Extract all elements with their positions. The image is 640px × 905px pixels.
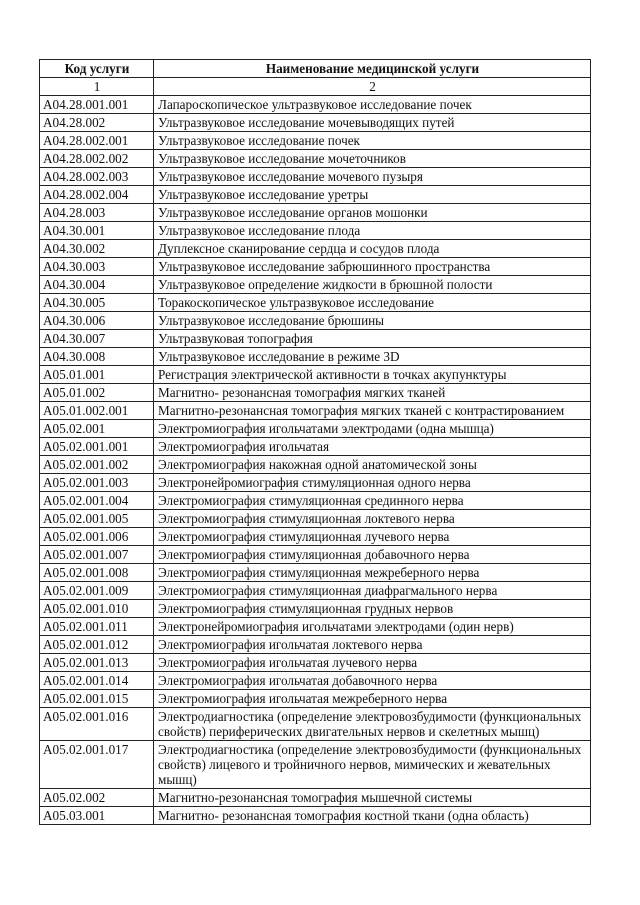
service-code: A05.02.002 xyxy=(40,789,154,807)
service-name: Торакоскопическое ультразвуковое исследование xyxy=(154,294,591,312)
table-row xyxy=(40,312,591,330)
service-code: A05.02.001.013 xyxy=(40,654,154,672)
service-name: Ультразвуковое исследование брюшины xyxy=(154,312,591,330)
service-name: Ультразвуковое исследование мочевыводящих путей xyxy=(154,114,591,132)
service-name: Электромиография стимуляционная срединного нерва xyxy=(154,492,591,510)
service-name: Электромиография игольчатая межреберного нерва xyxy=(154,690,591,708)
table-row xyxy=(40,240,591,258)
table-row xyxy=(40,150,591,168)
service-code: A05.02.001 xyxy=(40,420,154,438)
service-code: A05.02.001.017 xyxy=(40,741,154,789)
service-code: A04.30.006 xyxy=(40,312,154,330)
service-name: Лапароскопическое ультразвуковое исследование почек xyxy=(154,96,591,114)
table-row xyxy=(40,402,591,420)
table-row xyxy=(40,258,591,276)
table-row xyxy=(40,114,591,132)
table-row xyxy=(40,276,591,294)
service-name: Ультразвуковое исследование почек xyxy=(154,132,591,150)
service-code: A04.30.005 xyxy=(40,294,154,312)
service-code: A05.01.002.001 xyxy=(40,402,154,420)
service-code: A05.02.001.008 xyxy=(40,564,154,582)
service-code: A05.02.001.016 xyxy=(40,708,154,741)
table-row xyxy=(40,789,591,807)
service-code: A05.02.001.005 xyxy=(40,510,154,528)
service-name: Электромиография стимуляционная межреберного нерва xyxy=(154,564,591,582)
table-row xyxy=(40,474,591,492)
service-name: Электромиография стимуляционная лучевого нерва xyxy=(154,528,591,546)
table-row xyxy=(40,672,591,690)
table-row xyxy=(40,492,591,510)
service-code: A05.02.001.011 xyxy=(40,618,154,636)
service-code: A05.02.001.003 xyxy=(40,474,154,492)
table-row xyxy=(40,510,591,528)
column-number-2: 2 xyxy=(154,78,591,96)
header-code: Код услуги xyxy=(40,60,154,78)
table-body xyxy=(40,96,591,825)
table-row xyxy=(40,546,591,564)
column-number-1: 1 xyxy=(40,78,154,96)
header-name: Наименование медицинской услуги xyxy=(154,60,591,78)
table-row xyxy=(40,132,591,150)
table-row xyxy=(40,690,591,708)
table-row xyxy=(40,330,591,348)
service-code: A04.28.003 xyxy=(40,204,154,222)
table-row xyxy=(40,366,591,384)
service-code: A05.01.001 xyxy=(40,366,154,384)
service-code: A05.03.001 xyxy=(40,807,154,825)
table-row xyxy=(40,708,591,741)
service-name: Магнитно- резонансная томография мягких тканей xyxy=(154,384,591,402)
service-code: A04.28.001.001 xyxy=(40,96,154,114)
service-name: Магнитно- резонансная томография костной ткани (одна область) xyxy=(154,807,591,825)
table-row xyxy=(40,618,591,636)
header-row xyxy=(40,60,591,78)
service-name: Электромиография игольчатая локтевого нерва xyxy=(154,636,591,654)
table-row xyxy=(40,456,591,474)
services-table xyxy=(39,59,591,825)
table-row xyxy=(40,348,591,366)
service-name: Электронейромиография стимуляционная одного нерва xyxy=(154,474,591,492)
service-name: Электронейромиография игольчатами электродами (один нерв) xyxy=(154,618,591,636)
service-name: Электромиография стимуляционная локтевого нерва xyxy=(154,510,591,528)
table-row xyxy=(40,636,591,654)
service-code: A05.02.001.012 xyxy=(40,636,154,654)
table-row xyxy=(40,204,591,222)
service-name: Ультразвуковое исследование плода xyxy=(154,222,591,240)
table-row xyxy=(40,564,591,582)
service-code: A05.01.002 xyxy=(40,384,154,402)
service-code: A05.02.001.007 xyxy=(40,546,154,564)
service-name: Ультразвуковое исследование мочеточников xyxy=(154,150,591,168)
table-row xyxy=(40,96,591,114)
table-row xyxy=(40,420,591,438)
service-name: Электромиография игольчатая добавочного нерва xyxy=(154,672,591,690)
table-row xyxy=(40,528,591,546)
service-code: A04.30.002 xyxy=(40,240,154,258)
service-name: Электродиагностика (определение электровозбудимости (функциональных свойств) лицевого и тройничного нервов, мимических и жевательных мышц) xyxy=(154,741,591,789)
service-code: A05.02.001.014 xyxy=(40,672,154,690)
service-code: A04.28.002 xyxy=(40,114,154,132)
service-code: A04.30.003 xyxy=(40,258,154,276)
service-code: A04.28.002.002 xyxy=(40,150,154,168)
table-row xyxy=(40,600,591,618)
service-name: Магнитно-резонансная томография мягких тканей с контрастированием xyxy=(154,402,591,420)
service-name: Ультразвуковое исследование забрюшинного пространства xyxy=(154,258,591,276)
service-code: A05.02.001.010 xyxy=(40,600,154,618)
table-header xyxy=(40,60,591,96)
table-row xyxy=(40,741,591,789)
service-name: Ультразвуковое исследование мочевого пузыря xyxy=(154,168,591,186)
column-number-row xyxy=(40,78,591,96)
service-code: A04.30.007 xyxy=(40,330,154,348)
service-name: Магнитно-резонансная томография мышечной системы xyxy=(154,789,591,807)
table-row xyxy=(40,384,591,402)
table-row xyxy=(40,186,591,204)
service-name: Электромиография стимуляционная добавочного нерва xyxy=(154,546,591,564)
service-code: A05.02.001.004 xyxy=(40,492,154,510)
service-code: A05.02.001.006 xyxy=(40,528,154,546)
service-name: Электромиография игольчатами электродами (одна мышца) xyxy=(154,420,591,438)
service-name: Ультразвуковое исследование уретры xyxy=(154,186,591,204)
table-row xyxy=(40,807,591,825)
table-row xyxy=(40,222,591,240)
service-name: Регистрация электрической активности в точках акупунктуры xyxy=(154,366,591,384)
service-name: Ультразвуковая топография xyxy=(154,330,591,348)
service-name: Электромиография игольчатая xyxy=(154,438,591,456)
service-name: Ультразвуковое исследование органов мошонки xyxy=(154,204,591,222)
service-code: A05.02.001.001 xyxy=(40,438,154,456)
service-name: Ультразвуковое исследование в режиме 3D xyxy=(154,348,591,366)
table-row xyxy=(40,438,591,456)
service-code: A05.02.001.015 xyxy=(40,690,154,708)
table-row xyxy=(40,294,591,312)
service-name: Электромиография стимуляционная грудных нервов xyxy=(154,600,591,618)
service-code: A04.30.008 xyxy=(40,348,154,366)
table-row xyxy=(40,582,591,600)
service-name: Электромиография игольчатая лучевого нерва xyxy=(154,654,591,672)
table-row xyxy=(40,654,591,672)
service-name: Электромиография стимуляционная диафрагмального нерва xyxy=(154,582,591,600)
service-code: A04.28.002.001 xyxy=(40,132,154,150)
service-code: A05.02.001.009 xyxy=(40,582,154,600)
service-name: Электродиагностика (определение электровозбудимости (функциональных свойств) периферических двигательных нервов и скелетных мышц) xyxy=(154,708,591,741)
table-row xyxy=(40,168,591,186)
service-code: A05.02.001.002 xyxy=(40,456,154,474)
service-name: Электромиография накожная одной анатомической зоны xyxy=(154,456,591,474)
service-code: A04.30.004 xyxy=(40,276,154,294)
service-code: A04.28.002.004 xyxy=(40,186,154,204)
service-code: A04.28.002.003 xyxy=(40,168,154,186)
service-name: Дуплексное сканирование сердца и сосудов плода xyxy=(154,240,591,258)
service-code: A04.30.001 xyxy=(40,222,154,240)
service-name: Ультразвуковое определение жидкости в брюшной полости xyxy=(154,276,591,294)
